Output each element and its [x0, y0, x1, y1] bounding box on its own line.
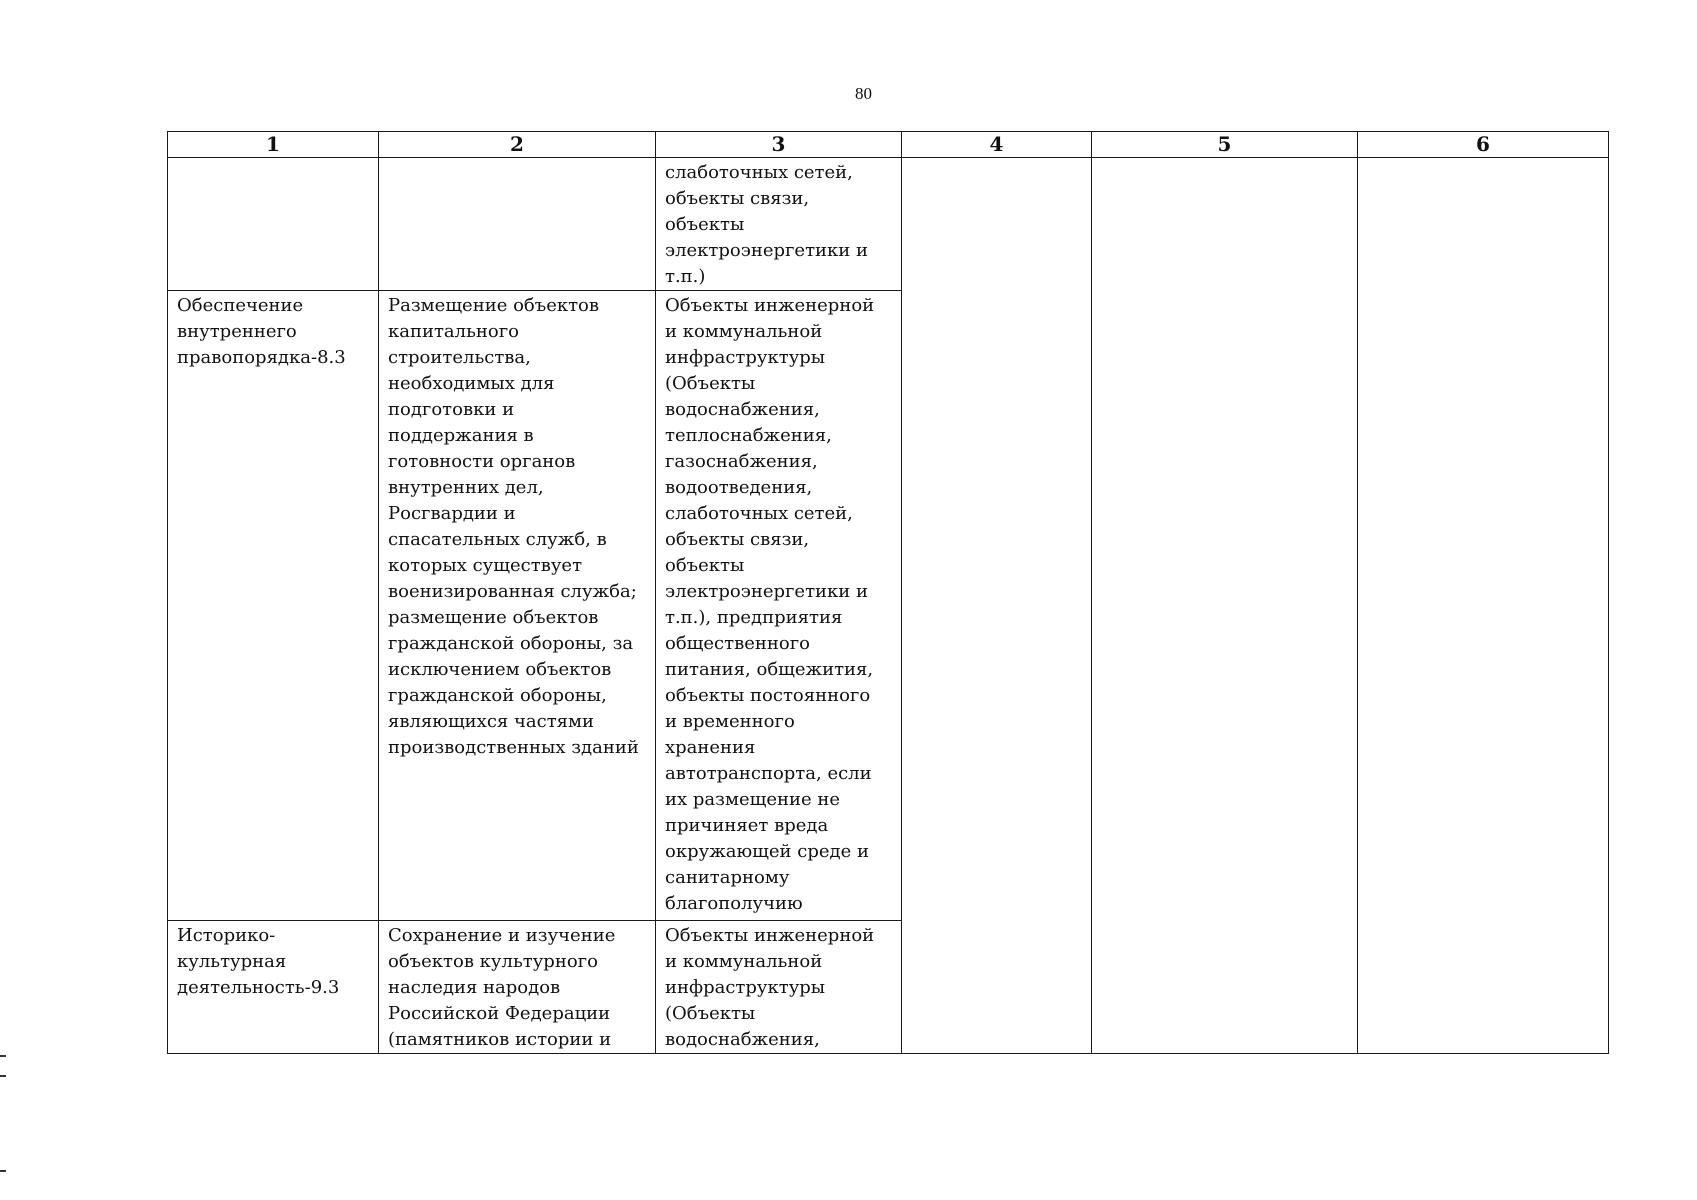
- table-cell-description: [379, 158, 656, 291]
- table-cell-auxiliary-uses: Объекты инженерной и коммунальной инфраструктуры (Объекты водоснабжения, теплоснабжения, газоснабжения, водоотведения, слаботочных сетей, объекты связи, объекты электроэнергетики и т.п.), предприятия общественного питания, общежития, объекты постоянного и временного хранения автотранспорта, если их размещение не причиняет вреда окружающей среде и санитарному благополучию: [656, 291, 902, 921]
- column-header-5: 5: [1092, 132, 1358, 158]
- table-cell-col4-empty: [902, 158, 1092, 1054]
- table-cell-use-type: [168, 158, 379, 291]
- table-cell-use-type: Историко- культурная деятельность-9.3: [168, 921, 379, 1054]
- page-number: 80: [855, 84, 872, 103]
- permitted-use-table: [167, 131, 1609, 1054]
- table-cell-description: Сохранение и изучение объектов культурного наследия народов Российской Федерации (памятников истории и: [379, 921, 656, 1054]
- table-cell-auxiliary-uses: Объекты инженерной и коммунальной инфраструктуры (Объекты водоснабжения,: [656, 921, 902, 1054]
- scan-margin-mark: [0, 1055, 6, 1057]
- table-header-row: [168, 132, 1609, 158]
- scan-margin-mark: [0, 1075, 6, 1077]
- table-cell-col6-empty: [1358, 158, 1609, 1054]
- table-cell-description: Размещение объектов капитального строительства, необходимых для подготовки и поддержания в готовности органов внутренних дел, Росгвардии и спасательных служб, в которых существует военизированная служба; размещение объектов гражданской обороны, за исключением объектов гражданской обороны, являющихся частями производственных зданий: [379, 291, 656, 921]
- column-header-2: 2: [379, 132, 656, 158]
- table-row: [168, 158, 1609, 291]
- table-cell-auxiliary-uses: слаботочных сетей, объекты связи, объекты электроэнергетики и т.п.): [656, 158, 902, 291]
- scan-margin-mark: [0, 1170, 6, 1172]
- column-header-1: 1: [168, 132, 379, 158]
- table-cell-col5-empty: [1092, 158, 1358, 1054]
- column-header-6: 6: [1358, 132, 1609, 158]
- column-header-3: 3: [656, 132, 902, 158]
- table-cell-use-type: Обеспечение внутреннего правопорядка-8.3: [168, 291, 379, 921]
- column-header-4: 4: [902, 132, 1092, 158]
